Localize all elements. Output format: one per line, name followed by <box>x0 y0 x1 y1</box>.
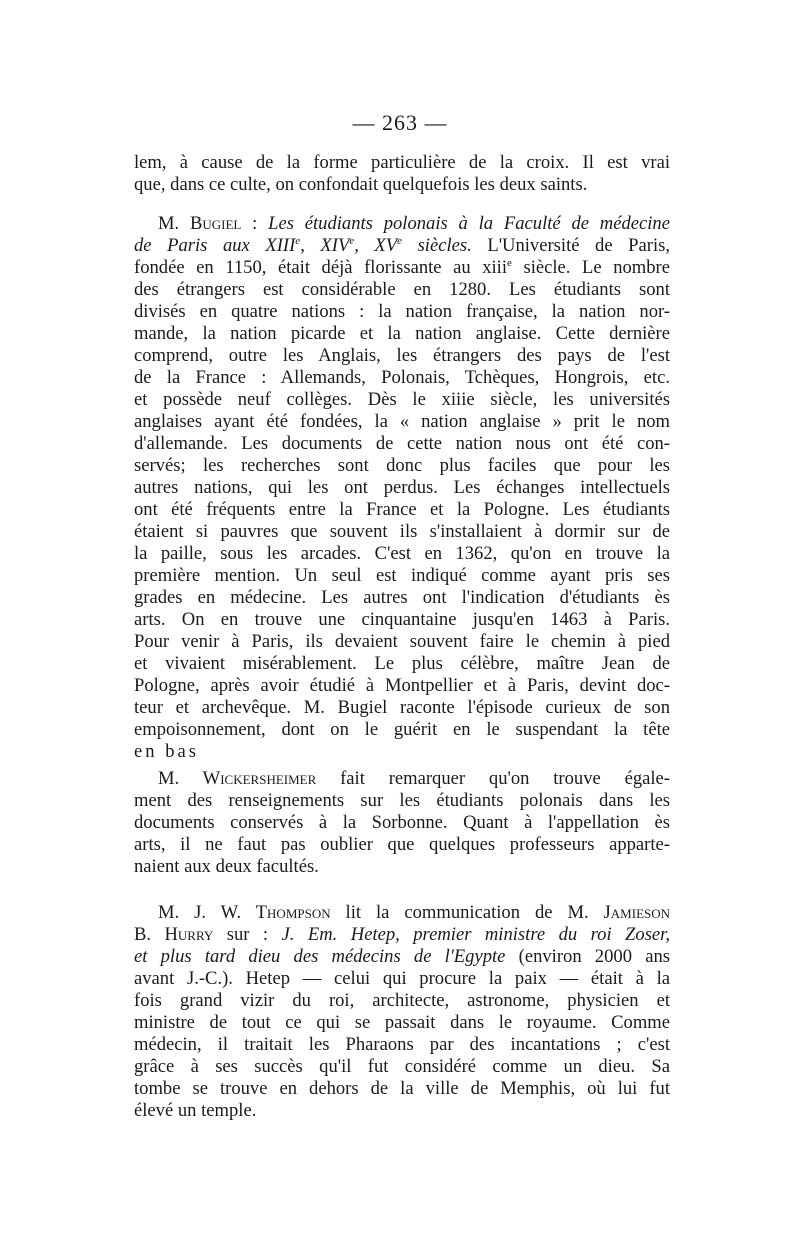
text-line: première mention. Un seul est indiqué comme ayant pris ses <box>134 565 670 586</box>
text-line: avant J.-C.). Hetep — celui qui procure la paix — était à la <box>134 968 670 989</box>
author-name: M. J. W. Thompson <box>158 902 331 923</box>
text-line: empoisonnement, dont on le guérit en le suspendant la tête <box>134 719 670 740</box>
text-line: la paille, sous les arcades. C'est en 1362, qu'on en trouve la <box>134 543 670 564</box>
text-line: autres nations, qui les ont perdus. Les échanges intellectuels <box>134 477 670 498</box>
text-line: de Paris aux XIIIe, XIVe, XVe siècles. L'Université de Paris, <box>134 234 670 256</box>
text-line: naient aux deux facultés. <box>134 856 319 877</box>
text-line: Pour venir à Paris, ils devaient souvent faire le chemin à pied <box>134 631 670 652</box>
text-line: fois grand vizir du roi, architecte, astronome, physicien et <box>134 990 670 1011</box>
text-line: divisés en quatre nations : la nation française, la nation nor- <box>134 301 670 322</box>
text-line: anglaises ayant été fondées, la « nation anglaise » prit le nom <box>134 411 670 432</box>
text-line: d'allemande. Les documents de cette nation nous ont été con- <box>134 433 670 454</box>
text-line: et plus tard dieu des médecins de l'Egypte (environ 2000 ans <box>134 946 670 967</box>
text-line: documents conservés à la Sorbonne. Quant à l'appellation ès <box>134 812 670 833</box>
text-line: étaient si pauvres que souvent ils s'installaient à dormir sur de <box>134 521 670 542</box>
author-name: M. Jamieson <box>567 902 671 923</box>
text-line: ministre de tout ce qui se passait dans le royaume. Comme <box>134 1012 670 1033</box>
text-line: M. Wickersheimer fait remarquer qu'on trouve égale- <box>158 768 670 789</box>
text-line: teur et archevêque. M. Bugiel raconte l'épisode curieux de son <box>134 697 670 718</box>
text-line: ont été fréquents entre la France et la Pologne. Les étudiants <box>134 499 670 520</box>
text-line: arts, il ne faut pas oublier que quelques professeurs apparte- <box>134 834 670 855</box>
text-line: lem, à cause de la forme particulière de la croix. Il est vrai <box>134 152 670 173</box>
text-line: en bas <box>134 741 199 762</box>
text-line: Pologne, après avoir étudié à Montpellier et à Paris, devint doc- <box>134 675 670 696</box>
text-line: arts. On en trouve une cinquantaine jusqu'en 1463 à Paris. <box>134 609 670 630</box>
text-line: B. Hurry sur : J. Em. Hetep, premier ministre du roi Zoser, <box>134 924 671 945</box>
text-line: et possède neuf collèges. Dès le xiiie siècle, les universités <box>134 389 670 410</box>
text-line: fondée en 1150, était déjà florissante au xiii$^e$ siècle. Le nombre <box>134 256 670 278</box>
paragraph-bugiel <box>134 213 670 763</box>
page-number: — 263 — <box>352 110 448 135</box>
text-line: de la France : Allemands, Polonais, Tchèques, Hongrois, etc. <box>134 367 670 388</box>
text-line: grâce à ses succès qu'il fut considéré comme un dieu. Sa <box>134 1056 670 1077</box>
text-line: comprend, outre les Anglais, les étrangers des pays de l'est <box>134 345 670 366</box>
text-line: tombe se trouve en dehors de la ville de Memphis, où lui fut <box>134 1078 670 1099</box>
work-title: J. Em. Hetep, premier ministre du roi Zoser, <box>281 924 671 945</box>
text-line: mande, la nation picarde et la nation anglaise. Cette dernière <box>134 323 670 344</box>
text-line: servés; les recherches sont donc plus faciles que pour les <box>134 455 670 476</box>
author-name: M. Bugiel <box>158 213 242 234</box>
text-line: M. J. W. Thompson lit la communication de M. Jamieson <box>158 902 671 923</box>
paragraph-continuation <box>134 152 670 196</box>
text-line: grades en médecine. Les autres ont l'indication d'étudiants ès <box>134 587 670 608</box>
text-line: et vivaient misérablement. Le plus célèbre, maître Jean de <box>134 653 670 674</box>
text-line: médecin, il traitait les Pharaons par des incantations ; c'est <box>134 1034 670 1055</box>
text-line: que, dans ce culte, on confondait quelquefois les deux saints. <box>134 174 588 195</box>
text-line: élevé un temple. <box>134 1100 257 1121</box>
text-line: M. Bugiel : Les étudiants polonais à la Faculté de médecine <box>158 213 670 234</box>
author-name: M. Wickersheimer <box>158 768 317 789</box>
text-line: ment des renseignements sur les étudiants polonais dans les <box>134 790 670 811</box>
paragraph-wickersheimer <box>134 768 670 878</box>
text-line: des étrangers est considérable en 1280. Les étudiants sont <box>134 279 670 300</box>
paragraph-thompson <box>134 902 670 1122</box>
work-title: Les étudiants polonais à la Faculté de médecine <box>268 213 670 234</box>
